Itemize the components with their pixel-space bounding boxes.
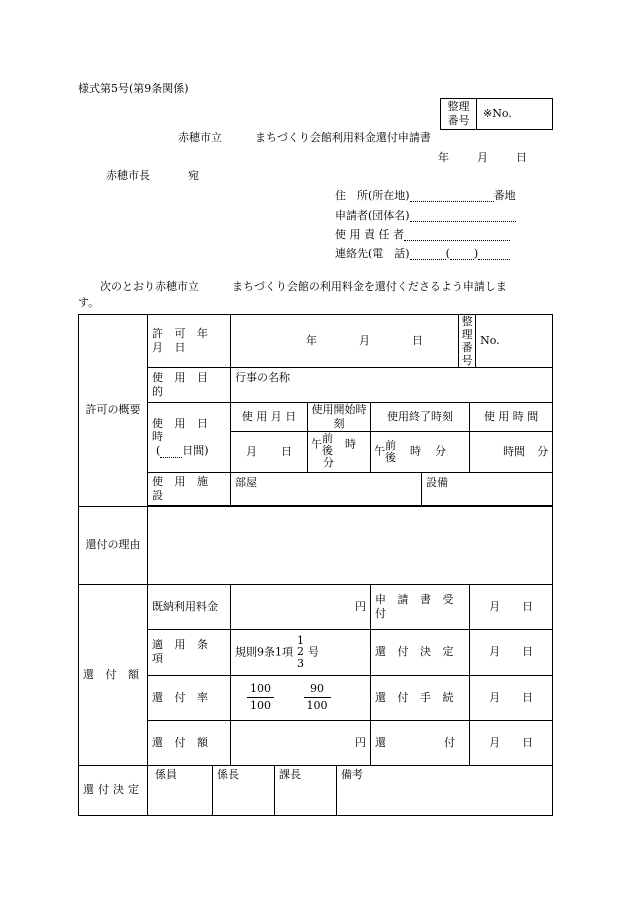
rate-90: $\frac{90}{100}$ [304, 681, 331, 714]
permit-date-label: 許 可 年 月 日 [148, 315, 231, 368]
amount-label: 還 付 額 [148, 720, 231, 765]
paid-fee-label: 既納利用料金 [148, 584, 231, 629]
decision-label: 還 付 決 定 [371, 629, 470, 675]
equipment-cell: 設備 [422, 472, 553, 505]
decision-section-label: 還付決定 [79, 765, 148, 815]
remarks-cell: 備考 [341, 767, 363, 781]
addressee: 赤穂市長 宛 [106, 169, 199, 182]
end-time-value: 午前 後 時 分 [371, 431, 470, 472]
address-row: 住 所(所在地) 番地 [335, 189, 516, 202]
received-date: 月 日 [470, 584, 553, 629]
duration-value: 時間 分 [470, 431, 553, 472]
received-label: 申 請 書 受 付 [371, 584, 470, 629]
start-time-value: 午前 後 時分 [308, 431, 371, 472]
refund-section-label: 還 付 額 [79, 584, 148, 765]
intro-line-1: 次のとおり赤穂市立 まちづくり会館の利用料金を還付くださるよう申請しま [100, 280, 507, 293]
address-field [410, 201, 494, 202]
contact-row: 連絡先(電 話) ( ) [335, 247, 510, 260]
intro-line-2: す。 [78, 296, 100, 309]
top-reference-value: ※No. [483, 107, 512, 120]
manager-row: 使 用 責 任 者 [335, 228, 510, 241]
rate-value [231, 675, 371, 720]
paid-fee-value: 円 [231, 584, 371, 629]
refunded-date: 月 日 [470, 720, 553, 765]
clause-value: 規則9条1項1 2 3号 [231, 629, 371, 675]
header-duration: 使 用 時 間 [470, 403, 553, 432]
decision-date: 月 日 [470, 629, 553, 675]
section-chief-stamp: 課長 [275, 766, 337, 815]
amount-value: 円 [231, 720, 371, 765]
header-start-time: 使用開始時刻 [308, 403, 371, 432]
procedure-label: 還 付 手 続 [371, 675, 470, 720]
event-name-cell: 行事の名称 [231, 368, 553, 403]
application-table [78, 314, 553, 816]
chief-stamp: 係長 [213, 766, 275, 815]
applicant-row: 申請者(団体名) [335, 209, 516, 222]
datetime-label-cell: 使 用 日 時 ( 日間) [148, 403, 231, 473]
form-title: 赤穂市立 まちづくり会館利用料金還付申請書 [178, 131, 431, 144]
reason-label: 還付の理由 [79, 506, 148, 584]
clause-label: 適 用 条 項 [148, 629, 231, 675]
staff-stamp: 係員 [148, 766, 213, 815]
header-end-time: 使用終了時刻 [371, 403, 470, 432]
form-number: 様式第5号(第9条関係) [78, 82, 189, 95]
application-date: 年 月 日 [438, 151, 527, 164]
rate-label: 還 付 率 [148, 675, 231, 720]
top-reference-box [440, 98, 553, 130]
purpose-label: 使 用 目 的 [148, 368, 231, 403]
refunded-label: 還 付 [371, 720, 470, 765]
room-cell: 部屋 [231, 472, 422, 505]
permit-ref-label: 整理 番号 [459, 315, 476, 368]
use-date-value: 月 日 [231, 431, 308, 472]
top-reference-label: 整理 番号 [441, 99, 477, 130]
permit-ref-value: No. [476, 315, 553, 368]
applicant-field [410, 221, 516, 222]
procedure-date: 月 日 [470, 675, 553, 720]
reason-field [148, 506, 553, 584]
facility-label: 使 用 施 設 [148, 472, 231, 505]
header-use-date: 使 用 月 日 [231, 403, 308, 432]
rate-100: $\frac{100}{100}$ [247, 681, 274, 714]
manager-field [404, 240, 510, 241]
decision-cells [148, 765, 553, 815]
permit-date-value: 年 月 日 [231, 315, 459, 368]
permit-section-label: 許可の概要 [79, 315, 148, 507]
